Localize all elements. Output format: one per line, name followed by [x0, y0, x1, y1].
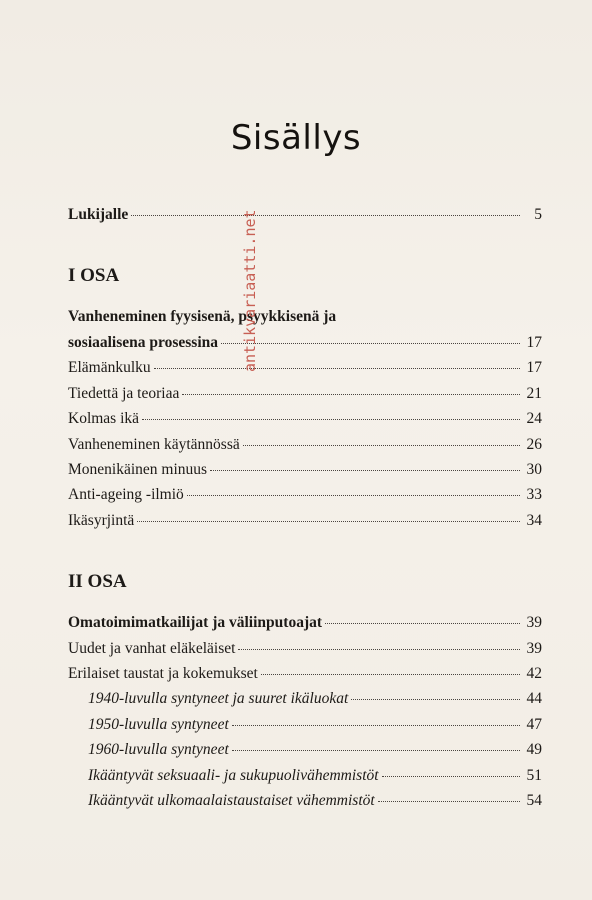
part-heading-1: I OSA — [68, 265, 120, 286]
toc-entry-label: Monenikäinen minuus — [68, 461, 208, 478]
toc-entry-label: Ikäsyrjintä — [68, 512, 135, 529]
dot-leader — [351, 699, 520, 700]
toc-subentry — [88, 716, 542, 734]
part-heading-2: II OSA — [68, 571, 127, 592]
toc-entry-label: Uudet ja vanhat eläkeläiset — [68, 640, 236, 657]
toc-subentry — [88, 792, 542, 810]
dot-leader — [243, 445, 520, 446]
dot-leader — [154, 368, 520, 369]
toc-page-number: 26 — [526, 436, 542, 453]
toc-entry — [68, 461, 542, 479]
toc-subentry — [88, 741, 542, 759]
toc-page-number: 30 — [526, 461, 542, 478]
toc-entry-label: Omatoimimatkailijat ja väliinputoajat — [68, 614, 323, 631]
toc-entry-label: Ikääntyvät seksuaali- ja sukupuolivähemmistöt — [88, 767, 379, 784]
toc-page-number: 17 — [526, 359, 542, 376]
chapter-title-line1: Vanheneminen fyysisenä, psyykkisenä ja — [68, 308, 337, 325]
toc-entry-label: Elämänkulku — [68, 359, 151, 376]
toc-entry-label: Tiedettä ja teoriaa — [68, 385, 180, 402]
toc-entry-label: Anti-ageing -ilmiö — [68, 486, 184, 503]
toc-entry — [68, 640, 542, 658]
dot-leader — [232, 750, 520, 751]
chapter-title-line2: sosiaalisena prosessina — [68, 334, 219, 351]
toc-entry-label: 1960-luvulla syntyneet — [88, 741, 229, 758]
toc-entry-label: Kolmas ikä — [68, 410, 140, 427]
toc-page-number: 21 — [526, 385, 542, 402]
toc-entry-label: Ikääntyvät ulkomaalaistaustaiset vähemmistöt — [88, 792, 375, 809]
dot-leader — [142, 419, 520, 420]
toc-page-number: 5 — [534, 206, 542, 223]
dot-leader — [182, 394, 520, 395]
dot-leader — [187, 495, 520, 496]
toc-page-number: 49 — [526, 741, 542, 758]
toc-page-number: 47 — [526, 716, 542, 733]
toc-page-number: 39 — [526, 614, 542, 631]
toc-subentry — [88, 767, 542, 785]
dot-leader — [261, 674, 520, 675]
toc-subentry — [88, 690, 542, 708]
toc-entry-label: Erilaiset taustat ja kokemukset — [68, 665, 258, 682]
dot-leader — [137, 521, 520, 522]
toc-entry — [68, 359, 542, 377]
toc-chapter-2 — [68, 614, 542, 632]
toc-entry-label: Vanheneminen käytännössä — [68, 436, 240, 453]
dot-leader — [131, 215, 520, 216]
toc-entry — [68, 410, 542, 428]
dot-leader — [325, 623, 520, 624]
toc-page-number: 39 — [526, 640, 542, 657]
page-title: Sisällys — [230, 118, 362, 158]
toc-page-number: 17 — [526, 334, 542, 351]
toc-page-number: 51 — [526, 767, 542, 784]
watermark: antikvariaatti.net — [241, 209, 259, 372]
toc-page-number: 54 — [526, 792, 542, 809]
toc-page-number: 34 — [526, 512, 542, 529]
toc-entry — [68, 486, 542, 504]
toc-entry-label: Lukijalle — [68, 206, 129, 223]
toc-page-number: 44 — [526, 690, 542, 707]
dot-leader — [210, 470, 520, 471]
dot-leader — [221, 343, 520, 344]
dot-leader — [238, 649, 520, 650]
toc-entry-label: 1940-luvulla syntyneet ja suuret ikäluokat — [88, 690, 349, 707]
toc-entry — [68, 665, 542, 683]
dot-leader — [232, 725, 520, 726]
toc-entry — [68, 436, 542, 454]
toc-entry — [68, 512, 542, 530]
dot-leader — [378, 801, 520, 802]
toc-entry — [68, 385, 542, 403]
toc-page-number: 42 — [526, 665, 542, 682]
toc-entry-label: 1950-luvulla syntyneet — [88, 716, 229, 733]
toc-chapter-1 — [68, 334, 542, 352]
toc-page-number: 33 — [526, 486, 542, 503]
toc-page-number: 24 — [526, 410, 542, 427]
dot-leader — [382, 776, 520, 777]
toc-entry-intro — [68, 206, 542, 224]
